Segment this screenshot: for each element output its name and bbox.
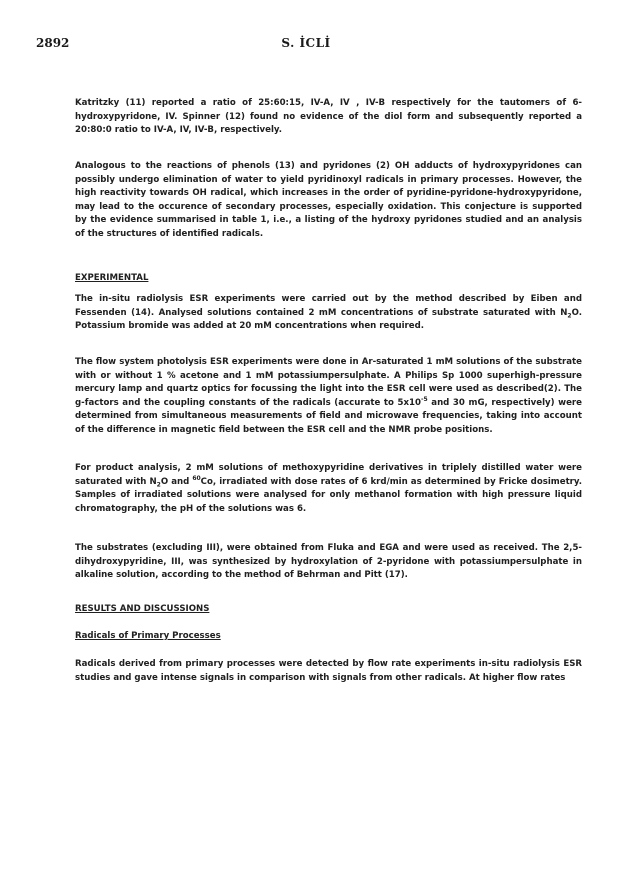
- page-header: [36, 36, 576, 52]
- page-number: 2892: [36, 36, 70, 50]
- section-heading-experimental: EXPERIMENTAL: [75, 273, 149, 283]
- paragraph-primary-radicals: [75, 658, 582, 685]
- running-head: S. İCLİ: [281, 36, 331, 50]
- superscript: -5: [421, 395, 428, 403]
- paragraph-oh-adducts: [75, 160, 582, 242]
- text-run: The flow system photolysis ESR experiments were done in Ar-saturated 1 mM solutions of the substrate with or without 1 % acetone and 1 mM potassiumpersulphate. A Philips Sp 1000 superhigh-pressure mercury lamp and quartz optics for focussing the light into the ESR cell were used as described(2). The g-factors and the coupling constants of the radicals (accurate to 5x10: [75, 357, 582, 408]
- paragraph-product-analysis: [75, 462, 582, 516]
- section-heading-results: RESULTS AND DISCUSSIONS: [75, 604, 210, 614]
- paragraph-text: Analogous to the reactions of phenols (13) and pyridones (2) OH adducts of hydroxypyridones can possibly undergo elimination of water to yield pyridinoxyl radicals in primary processes. However, the high reactivity towards OH radical, which increases in the order of pyridine-pyridone-hydroxypyridone, may lead to the occurence of secondary processes, especially oxidation. This conjecture is supported by the evidence summarised in table 1, i.e., a listing of the hydroxy pyridones studied and an analysis of the structures of identified radicals.: [75, 161, 582, 239]
- subsection-heading-primary-radicals: Radicals of Primary Processes: [75, 631, 221, 641]
- text-run: Co, irradiated with dose rates of 6 krd/min as determined by Fricke dosimetry. Samples of irradiated solutions were analysed for only methanol formation with high pressure liquid chromatography, the pH of the solutions was 6.: [75, 476, 582, 514]
- paragraph-text: [75, 356, 582, 438]
- text-run: O. Potassium bromide was added at 20 mM concentrations when required.: [75, 307, 582, 332]
- subscript: 2: [156, 481, 161, 489]
- paragraph-text: [75, 293, 582, 334]
- paragraph-text: Radicals derived from primary processes were detected by flow rate experiments in-situ radiolysis ESR studies and gave intense signals in comparison with signals from other radicals. At higher flow rates: [75, 659, 582, 683]
- superscript: 60: [192, 474, 201, 482]
- subscript: 2: [567, 312, 572, 320]
- paragraph-radiolysis-esr: [75, 293, 582, 334]
- text-run: O and: [160, 476, 193, 487]
- paragraph-text: Katritzky (11) reported a ratio of 25:60:15, IV-A, IV , IV-B respectively for the tautomers of 6-hydroxypyridone, IV. Spinner (12) found no evidence of the diol form and subsequently reported a 20:80:0 ratio to IV-A, IV, IV-B, respectively.: [75, 98, 582, 136]
- paragraph-substrates: [75, 542, 582, 583]
- text-run: For product analysis, 2 mM solutions of methoxypyridine derivatives in triplely distilled water were saturated with N: [75, 463, 582, 487]
- paragraph-photolysis-esr: [75, 356, 582, 438]
- paragraph-text: [75, 462, 582, 516]
- paragraph-text: The substrates (excluding III), were obtained from Fluka and EGA and were used as received. The 2,5-dihydroxypyridine, III, was synthesized by hydroxylation of 2-pyridone with potassiumpersulphate in alkaline solution, according to the method of Behrman and Pitt (17).: [75, 543, 582, 581]
- paragraph-tautomer-ratios: [75, 97, 582, 138]
- text-run: The in-situ radiolysis ESR experiments were carried out by the method described by Eiben and Fessenden (14). Analysed solutions contained 2 mM concentrations of substrate saturated with N: [75, 294, 582, 318]
- text-run: and 30 mG, respectively) were determined from simultaneous measurements of field and microwave frequencies, taking into account of the difference in magnetic field between the ESR cell and the NMR probe positions.: [75, 397, 583, 435]
